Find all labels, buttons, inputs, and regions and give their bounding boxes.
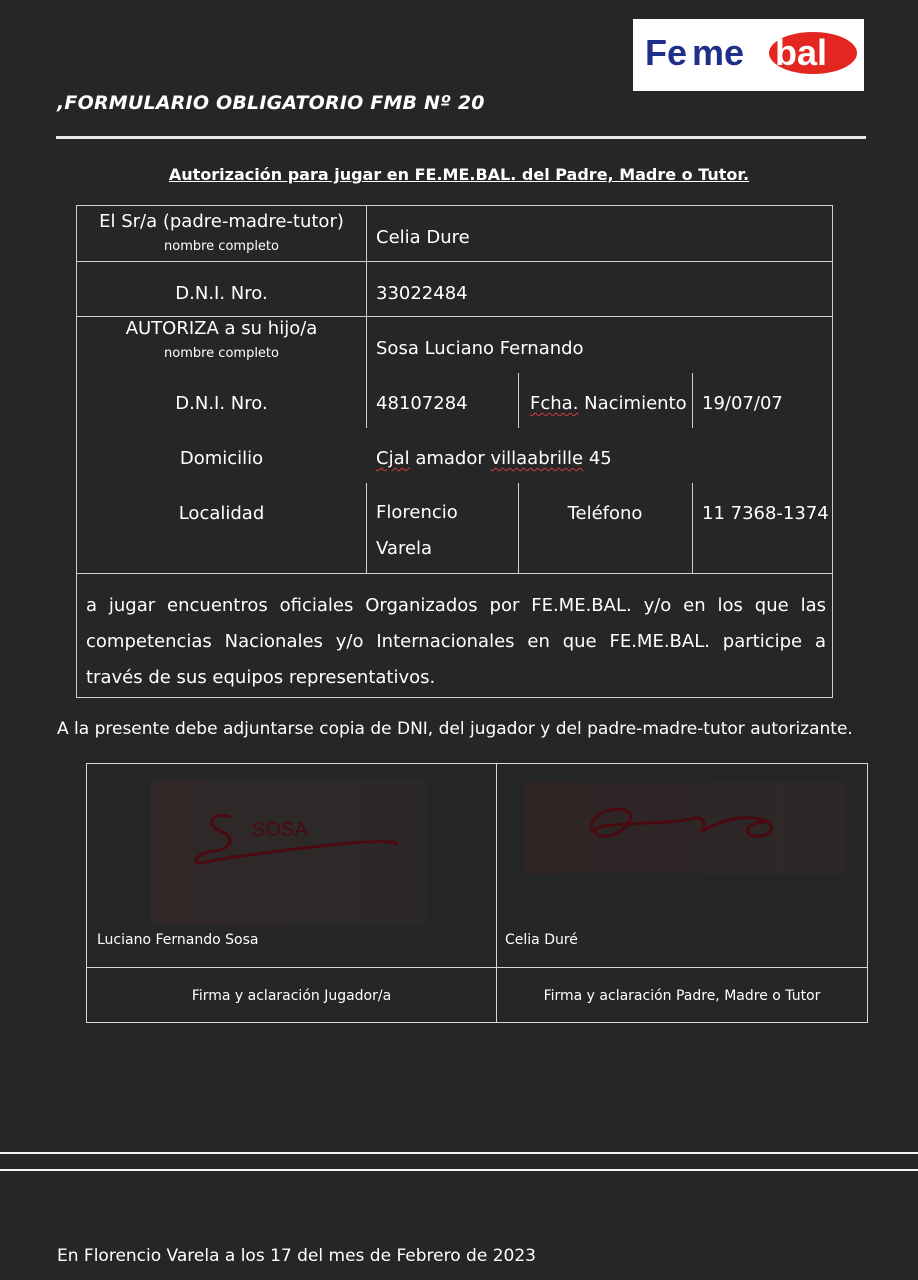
row-divider: [77, 261, 832, 262]
footer-divider-top: [0, 1152, 918, 1154]
address-part-2: amador: [409, 448, 491, 469]
address-label: Domicilio: [179, 448, 264, 469]
parent-signature-caption: Firma y aclaración Padre, Madre o Tutor: [543, 988, 821, 1004]
city-label: Localidad: [178, 503, 265, 524]
col-divider: [366, 316, 367, 371]
child-dni-label: D.N.I. Nro.: [175, 393, 268, 414]
player-signature-image: [150, 781, 426, 924]
birth-label-abbrev: Fcha.: [530, 393, 579, 414]
address-value: [376, 448, 612, 469]
col-divider: [692, 483, 693, 573]
form-subtitle: Autorización para jugar en FE.ME.BAL. del Padre, Madre o Tutor.: [168, 165, 750, 184]
femebal-logo: [633, 19, 864, 91]
player-signature-text: SOSA: [252, 819, 308, 841]
signature-table: [86, 763, 868, 1023]
player-name: Luciano Fernando Sosa: [97, 932, 259, 948]
city-value-line-1: Florencio: [376, 502, 458, 523]
tutor-label-cell: [77, 211, 366, 254]
address-part-1: Cjal: [376, 448, 410, 469]
child-label-cell: [77, 318, 366, 361]
col-divider: [366, 483, 367, 573]
address-part-4: 45: [583, 448, 612, 469]
sig-col-divider: [496, 764, 497, 1022]
logo-text-bal: bal: [775, 32, 828, 73]
parent-signature-stroke: [591, 809, 771, 836]
footer-divider-bottom: [0, 1169, 918, 1171]
birth-label-rest: Nacimiento: [578, 393, 687, 414]
logo-text-fe: Fe: [645, 32, 688, 73]
col-divider: [692, 373, 693, 428]
col-divider: [366, 371, 367, 428]
attachment-note: A la presente debe adjuntarse copia de DNI, del jugador y del padre-madre-tutor autorizante.: [57, 719, 853, 739]
parent-name: Celia Duré: [505, 932, 578, 948]
authorization-text: a jugar encuentros oficiales Organizados por FE.ME.BAL. y/o en los que las competencias Nacionales y/o Internacionales en que FE.ME.BAL. participe a través de sus equipos representativos.: [86, 595, 826, 688]
phone-label: Teléfono: [567, 503, 643, 524]
child-dni-value: 48107284: [376, 393, 468, 414]
child-sublabel: nombre completo: [164, 346, 279, 361]
header-divider: [56, 136, 866, 139]
child-name: Sosa Luciano Fernando: [376, 338, 584, 359]
tutor-sublabel: nombre completo: [164, 239, 279, 254]
col-divider: [518, 483, 519, 573]
child-label: AUTORIZA a su hijo/a: [125, 318, 318, 339]
birth-date-value: 19/07/07: [702, 393, 783, 414]
address-part-3: villaabrille: [490, 448, 584, 469]
parent-signature-image: [524, 782, 846, 874]
city-value-line-2: Varela: [376, 538, 433, 559]
tutor-name: Celia Dure: [376, 227, 470, 248]
form-title: ,FORMULARIO OBLIGATORIO FMB Nº 20: [57, 92, 485, 114]
col-divider: [518, 373, 519, 428]
row-divider: [77, 316, 832, 317]
col-divider: [366, 206, 367, 261]
tutor-dni-label: D.N.I. Nro.: [175, 283, 268, 304]
tutor-dni-value: 33022484: [376, 283, 468, 304]
footer-date-line: En Florencio Varela a los 17 del mes de Febrero de 2023: [57, 1246, 536, 1266]
row-divider: [77, 573, 832, 574]
logo-text-me: me: [692, 32, 745, 73]
birth-date-label: [530, 393, 687, 414]
tutor-label: El Sr/a (padre-madre-tutor): [99, 211, 344, 232]
sig-row-divider: [87, 967, 867, 968]
phone-value: 11 7368-1374: [702, 503, 829, 524]
col-divider: [366, 261, 367, 316]
city-value: [376, 495, 458, 567]
player-signature-caption: Firma y aclaración Jugador/a: [191, 988, 392, 1004]
